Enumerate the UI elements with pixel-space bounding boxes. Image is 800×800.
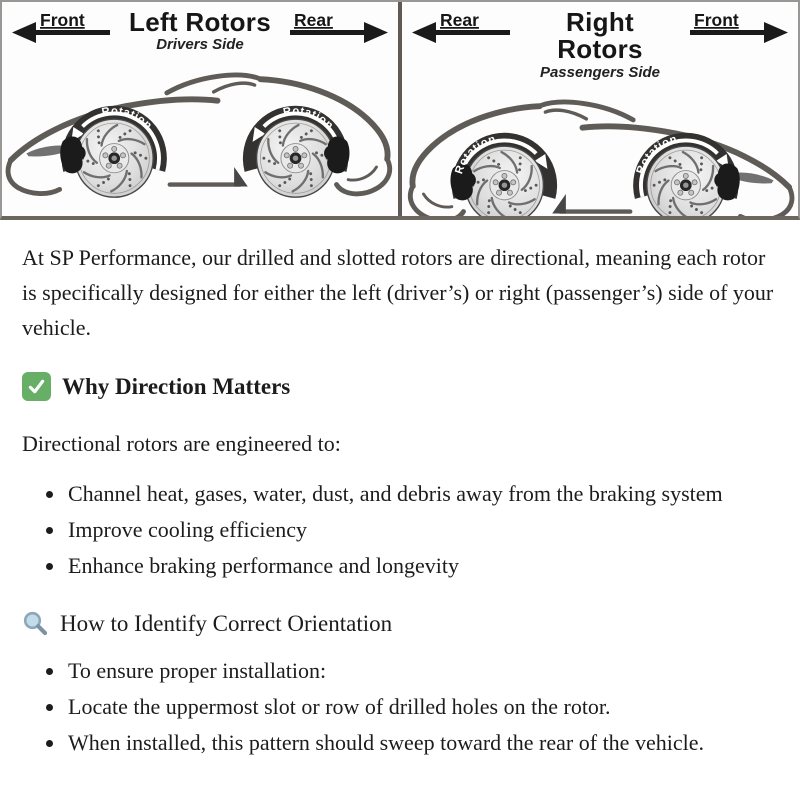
arrow-head-left-icon — [412, 22, 436, 43]
arrow-head-right-icon — [764, 22, 788, 43]
front-label: Front — [40, 10, 85, 30]
section-lead: Directional rotors are engineered to: — [22, 431, 341, 456]
left-car-illustration — [2, 49, 398, 205]
rear-arrow-left — [410, 9, 514, 43]
benefits-list — [22, 476, 778, 583]
orientation-list — [22, 653, 778, 760]
front-arrow-left — [10, 9, 114, 43]
rear-label: Rear — [294, 10, 333, 30]
section-heading-text: How to Identify Correct Orientation — [60, 611, 393, 636]
left-panel-header — [2, 2, 398, 54]
magnifying-glass-icon — [22, 610, 49, 637]
list-item: • Locate the uppermost slot or row of drilled holes on the rotor. — [66, 689, 778, 724]
right-panel-title-block — [522, 9, 678, 81]
rotation-label: Rotation — [634, 133, 679, 176]
rotor-direction-diagram — [0, 0, 800, 220]
article-content — [0, 220, 800, 775]
front-label: Front — [694, 10, 739, 30]
right-panel-subtitle: Passengers Side — [539, 63, 661, 81]
section-heading-text: Why Direction Matters — [62, 373, 291, 399]
rotation-label: Rotation — [282, 104, 336, 132]
right-car-illustration — [402, 76, 798, 216]
list-item: • Channel heat, gases, water, dust, and debris away from the braking system — [66, 476, 778, 511]
left-panel-title-block — [122, 9, 278, 54]
section-heading-why-direction-matters — [22, 372, 778, 401]
car-outline — [8, 75, 390, 197]
right-panel-header — [402, 2, 798, 81]
left-panel-subtitle: Drivers Side — [156, 36, 244, 54]
rear-arrow-right — [286, 9, 390, 43]
arrow-tail — [34, 30, 110, 35]
arrow-tail — [290, 30, 366, 35]
check-mark-icon — [22, 372, 51, 401]
list-item: • Enhance braking performance and longevity — [66, 548, 778, 583]
arrow-tail — [690, 30, 766, 35]
arrow-head-left-icon — [12, 22, 36, 43]
left-rotors-panel — [2, 2, 398, 216]
rear-label: Rear — [440, 10, 479, 30]
list-item: • To ensure proper installation: — [66, 653, 778, 688]
list-item: • When installed, this pattern should sweep toward the rear of the vehicle. — [66, 725, 778, 760]
front-arrow-right — [686, 9, 790, 43]
rotation-label: Rotation — [453, 133, 498, 176]
intro-paragraph: At SP Performance, our drilled and slotted rotors are directional, meaning each rotor is specifically designed for either the left (driver’s) or right (passenger’s) side of your vehicle. — [22, 245, 774, 340]
right-rotors-panel — [398, 2, 798, 216]
right-panel-title: Right Rotors — [557, 7, 643, 65]
rotation-label: Rotation — [100, 104, 155, 132]
section-heading-identify-orientation — [22, 610, 778, 638]
arrow-head-right-icon — [364, 22, 388, 43]
arrow-tail — [434, 30, 510, 35]
list-item: • Improve cooling efficiency — [66, 512, 778, 547]
left-panel-title: Left Rotors — [129, 7, 271, 37]
